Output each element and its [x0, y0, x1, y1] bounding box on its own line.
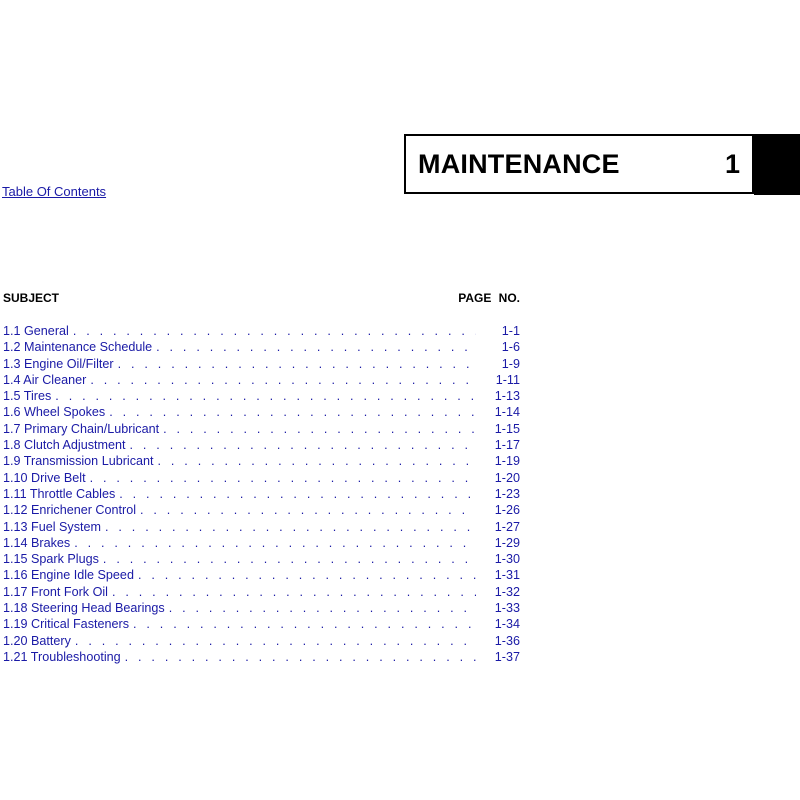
toc-entry-title: 1.7 Primary Chain/Lubricant	[3, 421, 160, 436]
toc-dot-leader	[169, 600, 476, 616]
toc-entry[interactable]	[3, 600, 520, 616]
chapter-header-box	[404, 134, 754, 194]
toc-entry[interactable]	[3, 437, 520, 453]
toc-entry[interactable]	[3, 404, 520, 420]
toc-dot-leader	[156, 339, 476, 355]
chapter-title: MAINTENANCE	[418, 149, 620, 179]
toc-entry-page: 1-6	[501, 340, 520, 355]
toc-dot-leader	[74, 535, 476, 551]
toc-entry-page: 1-17	[494, 438, 520, 453]
toc-entry-title: 1.3 Engine Oil/Filter	[3, 356, 114, 371]
toc-entry-page: 1-1	[501, 324, 520, 338]
toc-entry[interactable]	[3, 339, 520, 355]
toc-entry[interactable]	[3, 470, 520, 486]
toc-dot-leader	[130, 437, 476, 453]
toc-entry-title: 1.16 Engine Idle Speed	[3, 568, 134, 583]
toc-entry[interactable]	[3, 633, 520, 649]
toc-entry[interactable]	[3, 567, 520, 583]
toc-entry-title: 1.5 Tires	[3, 389, 52, 404]
toc-entry-page: 1-13	[494, 389, 520, 404]
toc-dot-leader	[109, 404, 476, 420]
toc-entry[interactable]	[3, 356, 520, 372]
toc-entry-page: 1-19	[494, 454, 520, 469]
toc-entry-title: 1.14 Brakes	[3, 535, 71, 550]
toc-dot-leader	[73, 323, 476, 339]
toc-list	[3, 323, 520, 665]
toc-dot-leader	[105, 519, 476, 535]
toc-entry-title: 1.6 Wheel Spokes	[3, 405, 106, 420]
toc-entry-page: 1-33	[494, 601, 520, 616]
toc-entry-title: 1.11 Throttle Cables	[3, 486, 116, 501]
toc-entry[interactable]	[3, 551, 520, 567]
toc-entry-page: 1-14	[494, 405, 520, 420]
page-number-column-header: PAGE NO.	[458, 291, 520, 305]
toc-entry-title: 1.15 Spark Plugs	[3, 552, 99, 567]
toc-entry[interactable]	[3, 323, 520, 339]
toc-dot-leader	[55, 388, 476, 404]
toc-entry[interactable]	[3, 388, 520, 404]
toc-entry-page: 1-23	[494, 486, 520, 501]
toc-entry-title: 1.21 Troubleshooting	[3, 649, 121, 664]
toc-entry-page: 1-34	[494, 617, 520, 632]
toc-entry[interactable]	[3, 649, 520, 665]
toc-dot-leader	[90, 372, 476, 388]
toc-entry-title: 1.12 Enrichener Control	[3, 503, 137, 518]
toc-entry[interactable]	[3, 584, 520, 600]
toc-entry-title: 1.8 Clutch Adjustment	[3, 438, 126, 453]
toc-entry-title: 1.9 Transmission Lubricant	[3, 454, 154, 469]
toc-dot-leader	[140, 502, 476, 518]
toc-entry-title: 1.1 General	[3, 324, 69, 338]
toc-entry[interactable]	[3, 421, 520, 437]
toc-entry[interactable]	[3, 535, 520, 551]
table-of-contents-link[interactable]: Table Of Contents	[2, 184, 107, 199]
toc-entry-page: 1-27	[494, 519, 520, 534]
toc-entry-page: 1-20	[494, 470, 520, 485]
toc-dot-leader	[158, 453, 477, 469]
toc-entry-page: 1-32	[494, 584, 520, 599]
toc-entry-page: 1-26	[494, 503, 520, 518]
toc-entry[interactable]	[3, 372, 520, 388]
toc-entry-title: 1.17 Front Fork Oil	[3, 584, 108, 599]
toc-entry[interactable]	[3, 453, 520, 469]
toc-entry-title: 1.19 Critical Fasteners	[3, 617, 129, 632]
toc-entry-title: 1.13 Fuel System	[3, 519, 101, 534]
toc-dot-leader	[75, 633, 476, 649]
toc-entry-title: 1.10 Drive Belt	[3, 470, 86, 485]
toc-entry-page: 1-31	[494, 568, 520, 583]
toc-dot-leader	[163, 421, 476, 437]
chapter-number: 1	[724, 149, 740, 179]
toc-entry[interactable]	[3, 486, 520, 502]
chapter-tab-marker	[754, 134, 800, 195]
toc-entry-page: 1-29	[494, 535, 520, 550]
toc-entry-page: 1-15	[494, 421, 520, 436]
toc-entry-page: 1-37	[494, 649, 520, 664]
toc-entry[interactable]	[3, 616, 520, 632]
toc-entry-title: 1.20 Battery	[3, 633, 71, 648]
toc-entry-page: 1-36	[494, 633, 520, 648]
toc-entry-title: 1.4 Air Cleaner	[3, 372, 87, 387]
toc-dot-leader	[138, 567, 476, 583]
toc-dot-leader	[125, 649, 476, 665]
toc-dot-leader	[90, 470, 476, 486]
toc-entry-page: 1-30	[494, 552, 520, 567]
toc-dot-leader	[112, 584, 476, 600]
toc-dot-leader	[103, 551, 476, 567]
toc-dot-leader	[119, 486, 476, 502]
toc-entry[interactable]	[3, 502, 520, 518]
toc-entry[interactable]	[3, 519, 520, 535]
toc-entry-title: 1.2 Maintenance Schedule	[3, 340, 153, 355]
toc-dot-leader	[118, 356, 476, 372]
toc-entry-page: 1-11	[495, 372, 520, 387]
subject-column-header: SUBJECT	[3, 291, 60, 305]
toc-dot-leader	[133, 616, 476, 632]
toc-entry-page: 1-9	[501, 356, 520, 371]
toc-entry-title: 1.18 Steering Head Bearings	[3, 601, 165, 616]
